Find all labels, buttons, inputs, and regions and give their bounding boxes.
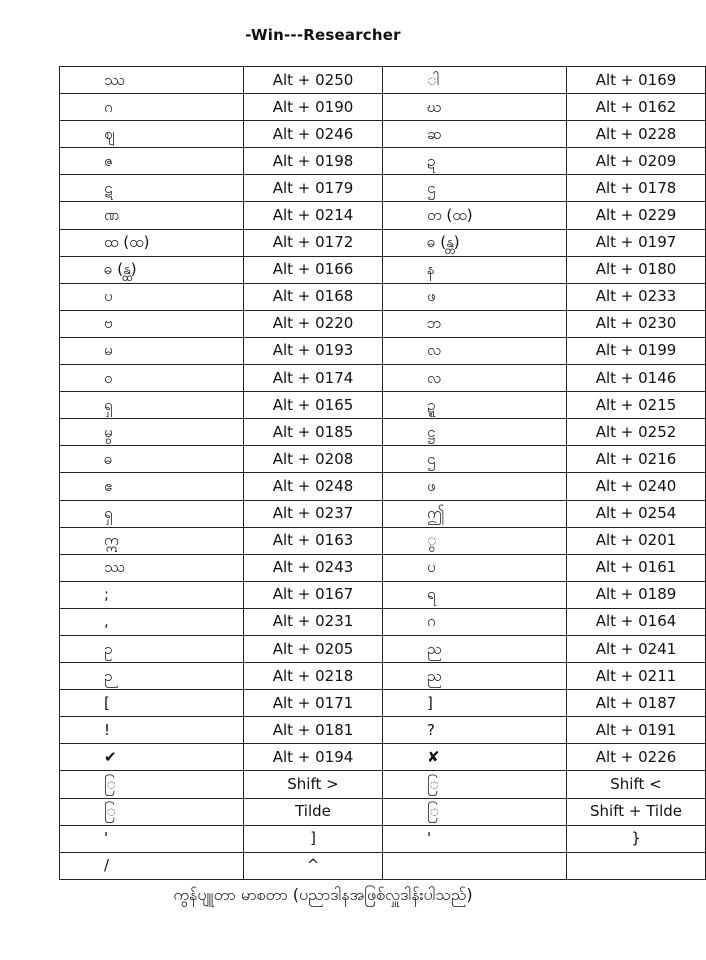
left-glyph-cell: ရှ <box>60 500 244 527</box>
right-glyph-cell: ြ <box>383 798 567 825</box>
right-glyph-cell: န <box>383 256 567 283</box>
right-code-cell: Alt + 0216 <box>567 446 706 473</box>
left-glyph-cell: ြ <box>60 798 244 825</box>
left-code-cell: ^ <box>244 852 383 879</box>
right-glyph-cell: ✘ <box>383 744 567 771</box>
right-code-cell: Shift + Tilde <box>567 798 706 825</box>
right-code-cell: Alt + 0161 <box>567 554 706 581</box>
right-glyph-cell: ဂ <box>383 608 567 635</box>
right-code-cell: Alt + 0230 <box>567 310 706 337</box>
right-code-cell: Alt + 0189 <box>567 581 706 608</box>
right-glyph-cell: ] <box>383 690 567 717</box>
table-row <box>60 365 706 392</box>
table-row <box>60 608 706 635</box>
left-code-cell: Alt + 0174 <box>244 365 383 392</box>
right-code-cell: Alt + 0209 <box>567 148 706 175</box>
left-glyph-cell: ဓ (န္ထ) <box>60 256 244 283</box>
table-row <box>60 771 706 798</box>
left-glyph-cell: / <box>60 852 244 879</box>
left-glyph-cell: ဓ <box>60 446 244 473</box>
left-code-cell: Alt + 0168 <box>244 283 383 310</box>
right-glyph-cell: ါ <box>383 67 567 94</box>
left-glyph-cell: ✔ <box>60 744 244 771</box>
right-code-cell: Alt + 0241 <box>567 635 706 662</box>
left-glyph-cell: ' <box>60 825 244 852</box>
left-code-cell: Alt + 0220 <box>244 310 383 337</box>
left-code-cell: Alt + 0237 <box>244 500 383 527</box>
left-code-cell: Tilde <box>244 798 383 825</box>
left-glyph-cell: ; <box>60 581 244 608</box>
left-glyph-cell: ဧ <box>60 473 244 500</box>
left-glyph-cell: ြ <box>60 771 244 798</box>
left-glyph-cell: ဉ <box>60 663 244 690</box>
right-glyph-cell: ဌ <box>383 175 567 202</box>
right-code-cell: Alt + 0162 <box>567 94 706 121</box>
left-code-cell: Alt + 0190 <box>244 94 383 121</box>
table-row <box>60 852 706 879</box>
left-code-cell: Alt + 0198 <box>244 148 383 175</box>
right-code-cell: Alt + 0197 <box>567 229 706 256</box>
right-code-cell: Alt + 0178 <box>567 175 706 202</box>
right-glyph-cell: ဌ <box>383 446 567 473</box>
table-row <box>60 527 706 554</box>
right-glyph-cell: ' <box>383 825 567 852</box>
left-code-cell: Alt + 0163 <box>244 527 383 554</box>
right-glyph-cell: ဋ္ဌ <box>383 419 567 446</box>
left-glyph-cell: ဗ <box>60 310 244 337</box>
right-glyph-cell <box>383 852 567 879</box>
right-glyph-cell: ဍ <box>383 148 567 175</box>
right-code-cell: Alt + 0211 <box>567 663 706 690</box>
right-glyph-cell: ည <box>383 663 567 690</box>
right-code-cell: Alt + 0169 <box>567 67 706 94</box>
left-glyph-cell: ဣ <box>60 527 244 554</box>
right-glyph-cell: ဖ <box>383 473 567 500</box>
table-row <box>60 202 706 229</box>
right-code-cell: Alt + 0233 <box>567 283 706 310</box>
right-glyph-cell: ဃ <box>383 94 567 121</box>
table-row <box>60 94 706 121</box>
left-glyph-cell: ! <box>60 717 244 744</box>
right-glyph-cell: ဤ <box>383 500 567 527</box>
left-code-cell: Alt + 0165 <box>244 392 383 419</box>
table-row <box>60 825 706 852</box>
table-row <box>60 581 706 608</box>
left-code-cell: Alt + 0166 <box>244 256 383 283</box>
footer-caption: ကွန်ပျူတာ မာစတာ (ပညာဒါနအဖြစ်လှူဒါန်းပါသည်) <box>173 885 473 904</box>
table-row <box>60 554 706 581</box>
left-code-cell: Alt + 0248 <box>244 473 383 500</box>
table-row <box>60 283 706 310</box>
right-code-cell: Alt + 0180 <box>567 256 706 283</box>
left-glyph-cell: ဂ <box>60 94 244 121</box>
table-row <box>60 256 706 283</box>
right-code-cell: Alt + 0240 <box>567 473 706 500</box>
left-code-cell: Alt + 0214 <box>244 202 383 229</box>
left-glyph-cell: ပ <box>60 283 244 310</box>
right-code-cell: Alt + 0226 <box>567 744 706 771</box>
left-glyph-cell: ရှ <box>60 392 244 419</box>
left-glyph-cell: ဥ <box>60 635 244 662</box>
right-glyph-cell: ဓ (န္တ) <box>383 229 567 256</box>
right-glyph-cell: ဆ <box>383 121 567 148</box>
left-code-cell: Alt + 0208 <box>244 446 383 473</box>
table-row <box>60 446 706 473</box>
left-code-cell: Alt + 0218 <box>244 663 383 690</box>
left-code-cell: Alt + 0181 <box>244 717 383 744</box>
right-code-cell: Alt + 0191 <box>567 717 706 744</box>
right-glyph-cell: တ (ထ) <box>383 202 567 229</box>
right-glyph-cell: ွ <box>383 527 567 554</box>
page-title: -Win---Researcher <box>245 26 401 44</box>
left-code-cell: Alt + 0179 <box>244 175 383 202</box>
left-glyph-cell: ဈ <box>60 121 244 148</box>
table-row <box>60 67 706 94</box>
left-glyph-cell: , <box>60 608 244 635</box>
table-row <box>60 500 706 527</box>
right-code-cell: Alt + 0201 <box>567 527 706 554</box>
right-code-cell: Alt + 0187 <box>567 690 706 717</box>
table-row <box>60 392 706 419</box>
right-code-cell: Alt + 0228 <box>567 121 706 148</box>
right-code-cell: } <box>567 825 706 852</box>
left-glyph-cell: [ <box>60 690 244 717</box>
table-row <box>60 635 706 662</box>
right-code-cell: Alt + 0215 <box>567 392 706 419</box>
left-code-cell: Shift > <box>244 771 383 798</box>
left-code-cell: Alt + 0231 <box>244 608 383 635</box>
table-row <box>60 337 706 364</box>
right-glyph-cell: ြ <box>383 771 567 798</box>
left-code-cell: Alt + 0246 <box>244 121 383 148</box>
left-code-cell: Alt + 0172 <box>244 229 383 256</box>
left-glyph-cell: ဏ <box>60 202 244 229</box>
right-code-cell: Alt + 0164 <box>567 608 706 635</box>
table-row <box>60 148 706 175</box>
right-code-cell: Alt + 0199 <box>567 337 706 364</box>
right-code-cell: Alt + 0254 <box>567 500 706 527</box>
table-row <box>60 419 706 446</box>
table-row <box>60 473 706 500</box>
left-glyph-cell: ဋ <box>60 175 244 202</box>
right-glyph-cell: ဖ <box>383 283 567 310</box>
left-glyph-cell: ဝ <box>60 365 244 392</box>
right-glyph-cell: ပ <box>383 554 567 581</box>
left-glyph-cell: ဇ <box>60 148 244 175</box>
left-code-cell: Alt + 0194 <box>244 744 383 771</box>
table-row <box>60 798 706 825</box>
table-row <box>60 690 706 717</box>
table-row <box>60 663 706 690</box>
right-code-cell <box>567 852 706 879</box>
left-code-cell: Alt + 0205 <box>244 635 383 662</box>
left-code-cell: Alt + 0250 <box>244 67 383 94</box>
right-glyph-cell: ? <box>383 717 567 744</box>
left-code-cell: ] <box>244 825 383 852</box>
table-row <box>60 310 706 337</box>
left-code-cell: Alt + 0167 <box>244 581 383 608</box>
left-glyph-cell: မွ <box>60 419 244 446</box>
table-row <box>60 744 706 771</box>
left-code-cell: Alt + 0185 <box>244 419 383 446</box>
right-glyph-cell: လ <box>383 337 567 364</box>
right-code-cell: Alt + 0229 <box>567 202 706 229</box>
left-glyph-cell: ဿ <box>60 554 244 581</box>
right-code-cell: Shift < <box>567 771 706 798</box>
right-glyph-cell: ဘ <box>383 310 567 337</box>
right-glyph-cell: ရ <box>383 581 567 608</box>
right-glyph-cell: လ <box>383 365 567 392</box>
left-code-cell: Alt + 0171 <box>244 690 383 717</box>
left-code-cell: Alt + 0243 <box>244 554 383 581</box>
right-glyph-cell: ဍ္ဍ <box>383 392 567 419</box>
right-code-cell: Alt + 0146 <box>567 365 706 392</box>
right-code-cell: Alt + 0252 <box>567 419 706 446</box>
table-row <box>60 121 706 148</box>
key-code-table <box>59 66 706 880</box>
left-glyph-cell: ဿ <box>60 67 244 94</box>
table-row <box>60 229 706 256</box>
right-glyph-cell: ည <box>383 635 567 662</box>
left-glyph-cell: မ <box>60 337 244 364</box>
left-glyph-cell: ထ (ထ) <box>60 229 244 256</box>
table-row <box>60 717 706 744</box>
left-code-cell: Alt + 0193 <box>244 337 383 364</box>
table-row <box>60 175 706 202</box>
